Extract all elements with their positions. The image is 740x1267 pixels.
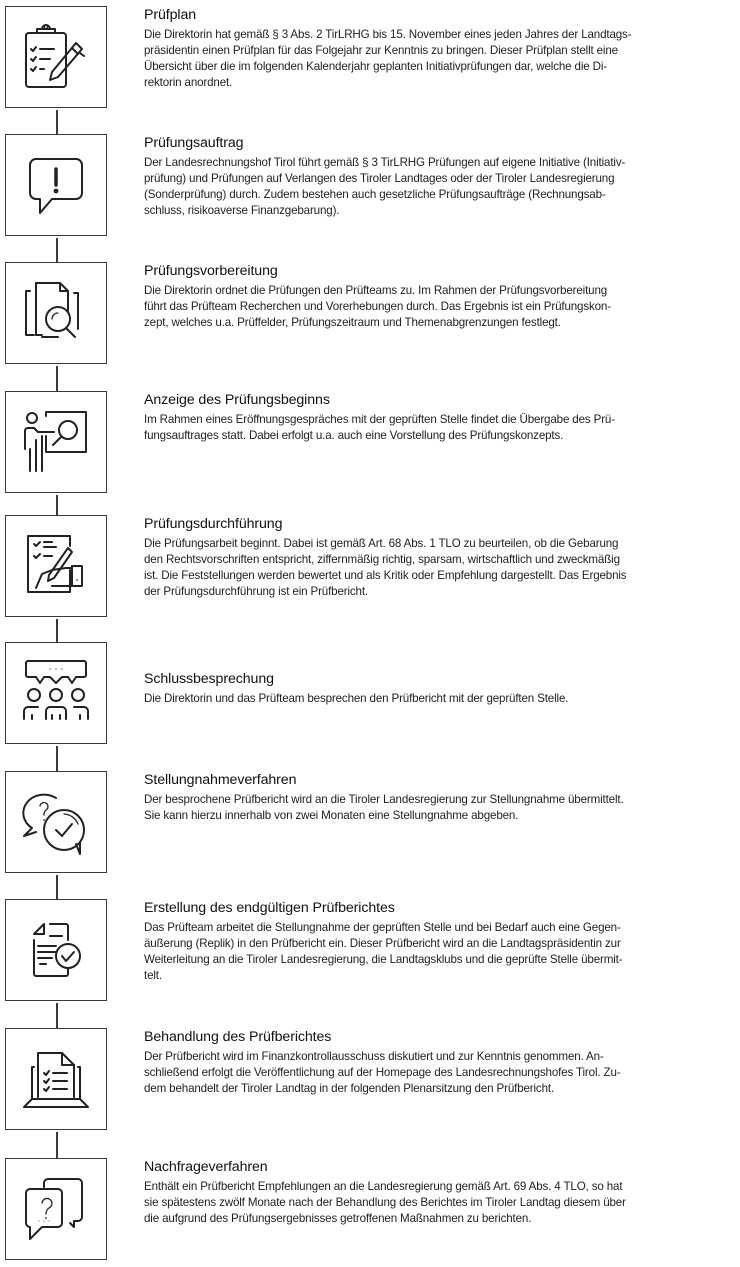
step-icon-box <box>5 134 107 236</box>
laptop-checklist-icon <box>20 1043 92 1115</box>
step-title: Prüfungsdurchführung <box>144 516 283 532</box>
exclamation-speech-bubble-icon <box>20 149 92 221</box>
documents-magnifier-icon <box>20 277 92 349</box>
step-description: Der Prüfbericht wird im Finanzkontrollausschuss diskutiert und zur Kenntnis genommen. An- schließend erfolgt die Veröffentlichung auf der Homepage des Landesrechnungshofes Tirol. Zu- dem behandelt der Tiroler Landtag in der folgenden Plenarsitzung den Prüfbericht. <box>144 1050 621 1095</box>
step-icon-box <box>5 1028 107 1130</box>
step-title: Prüfplan <box>144 7 197 23</box>
step-icon-box <box>5 262 107 364</box>
step-title: Anzeige des Prüfungsbeginns <box>144 392 330 408</box>
connector-line <box>56 495 58 516</box>
step-icon-box <box>5 1158 107 1260</box>
step-title: Nachfrageverfahren <box>144 1159 268 1175</box>
step-icon-box <box>5 515 107 617</box>
document-checkmark-icon <box>20 914 92 986</box>
step-description: Die Prüfungsarbeit beginnt. Dabei ist gemäß Art. 68 Abs. 1 TLO zu beurteilen, ob die Gebarung den Rechtsvorschriften entspricht, ziffernmäßig richtig, sparsam, wirtschaftlich und zweckmäßig ist. Die Feststellungen werden bewertet und als Kritik oder Empfehlung dargestellt. Das Ergebnis der Prüfungsdurchführung ist ein Prüfbericht. <box>144 537 627 598</box>
step-icon-box <box>5 6 107 108</box>
step-description: Die Direktorin ordnet die Prüfungen den Prüfteams zu. Im Rahmen der Prüfungsvorbereitung führt das Prüfteam Recherchen und Vorerhebungen durch. Das Ergebnis ist ein Prüfungskon- zept, welches u.a. Prüffelder, Prüfungszeitraum und Themenabgrenzungen festlegt. <box>144 284 611 329</box>
step-description: Im Rahmen eines Eröffnungsgespräches mit der geprüften Stelle findet die Übergabe des Prü- fungsauftrages statt. Dabei erfolgt u.a. auch eine Vorstellung des Prüfungskonzepts. <box>144 413 615 442</box>
connector-line <box>56 1003 58 1029</box>
connector-line <box>56 366 58 392</box>
step-description: Der besprochene Prüfbericht wird an die Tiroler Landesregierung zur Stellungnahme übermittelt. Sie kann hierzu innerhalb von zwei Monaten eine Stellungnahme abgeben. <box>144 793 624 822</box>
connector-line <box>56 746 58 772</box>
connector-line <box>56 110 58 135</box>
connector-line <box>56 1132 58 1159</box>
step-icon-box <box>5 642 107 744</box>
step-title: Stellungnahmeverfahren <box>144 772 297 788</box>
step-icon-box <box>5 391 107 493</box>
step-icon-box <box>5 771 107 873</box>
step-description: Die Direktorin und das Prüfteam besprechen den Prüfbericht mit der geprüften Stelle. <box>144 692 569 705</box>
step-title: Prüfungsauftrag <box>144 135 244 151</box>
step-description: Die Direktorin hat gemäß § 3 Abs. 2 TirLRHG bis 15. November eines jeden Jahres der Landtags- präsidentin einen Prüfplan für das Folgejahr zur Kenntnis zu bringen. Dieser Prüfplan stellt eine Übersicht über die im folgenden Kalenderjahr geplanten Initiativprüfungen dar, welche die Di- rektorin anordnet. <box>144 28 632 89</box>
presenter-board-icon <box>20 406 92 478</box>
question-speech-bubbles-icon <box>20 1173 92 1245</box>
step-title: Behandlung des Prüfberichtes <box>144 1029 332 1045</box>
step-title: Erstellung des endgültigen Prüfberichtes <box>144 900 395 916</box>
step-title: Prüfungsvorbereitung <box>144 263 278 279</box>
hand-writing-checklist-icon <box>20 530 92 602</box>
connector-line <box>56 875 58 900</box>
group-discussion-icon <box>20 657 92 729</box>
step-description: Das Prüfteam arbeitet die Stellungnahme der geprüften Stelle und bei Bedarf auch eine Gegen- äußerung (Replik) in den Prüfbericht ein. Dieser Prüfbericht wird an die Landtagspräsidentin zur Weiterleitung an die Tiroler Landesregierung, die Landtagsklubs und die geprüfte Stelle übermit- telt. <box>144 921 623 982</box>
step-description: Der Landesrechnungshof Tirol führt gemäß § 3 TirLRHG Prüfungen auf eigene Initiative (Initiativ- prüfung) und Prüfungen auf Verlangen des Tiroler Landtages oder der Tiroler Landesregierung (Sonderprüfung) durch. Zudem bestehen auch gesetzliche Prüfungsaufträge (Rechnungsab- schluss, risikoaverse Finanzgebarung). <box>144 156 626 217</box>
step-title: Schlussbesprechung <box>144 671 274 687</box>
step-icon-box <box>5 899 107 1001</box>
connector-line <box>56 619 58 643</box>
clipboard-pen-icon <box>20 21 92 93</box>
step-description: Enthält ein Prüfbericht Empfehlungen an die Landesregierung gemäß Art. 69 Abs. 4 TLO, so hat sie spätestens zwölf Monate nach der Behandlung des Berichtes im Tiroler Landtag diesem über die aufgrund des Prüfungsergebnisses getroffenen Maßnahmen zu berichten. <box>144 1180 626 1225</box>
question-check-bubbles-icon <box>20 786 92 858</box>
connector-line <box>56 238 58 263</box>
